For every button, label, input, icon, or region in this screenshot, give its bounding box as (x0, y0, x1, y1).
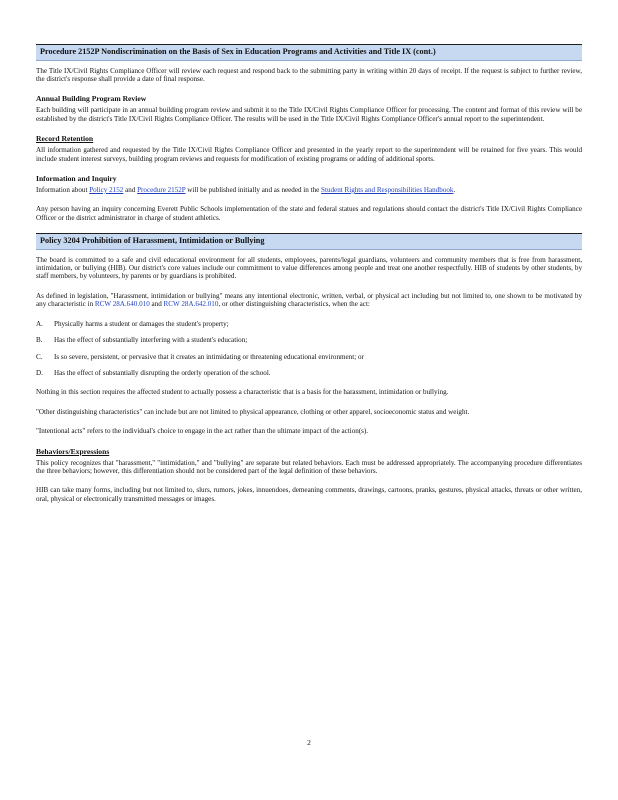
information-inquiry-heading: Information and Inquiry (36, 173, 117, 183)
procedure-2152p-link[interactable]: Procedure 2152P (137, 185, 186, 194)
definition-paragraph (36, 292, 582, 309)
list-item (36, 320, 582, 328)
list-item-label: A. (36, 319, 43, 328)
list-item-label: C. (36, 352, 43, 361)
list-item (36, 336, 582, 344)
student-rights-handbook-link[interactable]: Student Rights and Responsibilities Handbook (321, 185, 454, 194)
board-commitment-paragraph: The board is committed to a safe and civil educational environment for all students, employees, parents/legal guardians, volunteers and community members that is free from harassment, intimidation, or bullying (HIB). Our district's core values include our commitment to value differences among people and treat one another respectfully. HIB of students by other students, by staff members, by volunteers, by parents or by guardians is prohibited. (36, 255, 582, 281)
record-retention-paragraph: All information gathered and requested by the Title IX/Civil Rights Compliance Officer and presented in the yearly report to the superintendent will be retained for five years. This would include student interest surveys, building program reviews and requests for modification of existing programs or adding of additional sports. (36, 146, 582, 163)
hib-forms-paragraph: HIB can take many forms, including but not limited to, slurs, rumors, jokes, innuendoes, demeaning comments, drawings, cartoons, pranks, gestures, physical attacks, threats or other written, oral, physical or electronically transmitted messages or images. (36, 486, 582, 503)
list-item-text: Has the effect of substantially interfering with a student's education; (54, 336, 248, 345)
information-paragraph (36, 186, 582, 194)
info-text-and: and (123, 185, 138, 194)
info-text-start: Information about (36, 185, 90, 194)
list-item-text: Physically harms a student or damages the student's property; (54, 319, 229, 328)
page-number: 2 (307, 738, 311, 747)
review-request-paragraph: The Title IX/Civil Rights Compliance Officer will review each request and respond back to the submitting party in writing within 20 days of receipt. If the request is subject to further review, the district's response shall provide a date of final response. (36, 66, 582, 83)
list-item-label: D. (36, 368, 43, 377)
behaviors-paragraph: This policy recognizes that "harassment," "intimidation," and "bullying" are separate but related behaviors. Each must be addressed appropriately. The accompanying procedure differentiates the three behaviors; however, this differentiation should not be considered part of the legal definition of these behaviors. (36, 458, 582, 475)
policy-3204-header-bar: Policy 3204 Prohibition of Harassment, Intimidation or Bullying (36, 233, 582, 250)
rcw-640-reference[interactable]: RCW 28A.640.010 (94, 300, 150, 309)
info-text-end: . (453, 185, 456, 194)
behaviors-expressions-heading: Behaviors/Expressions (36, 446, 110, 456)
definition-text-end: , or other distinguishing characteristics, when the act: (218, 300, 370, 309)
policy-2152-link[interactable]: Policy 2152 (89, 185, 124, 194)
annual-review-paragraph: Each building will participate in an annual building program review and submit it to the Title IX/Civil Rights Compliance Officer for processing. The content and format of this review will be established by the district's Title IX/Civil Rights Compliance Officer. The results will be used in the Title IX/Civil Rights Compliance Officer's annual report to the superintendent. (36, 106, 582, 123)
other-characteristics-paragraph: "Other distinguishing characteristics" can include but are not limited to physical appearance, clothing or other apparel, socioeconomic status and weight. (36, 407, 470, 416)
annual-review-heading: Annual Building Program Review (36, 94, 147, 104)
definition-text-start: As defined in legislation, "Harassment, intimidation or bullying" means any intentional electronic, written, verbal, or physical act including but not limited to, one shown to be motivated by any characteristic in (36, 291, 582, 309)
inquiry-paragraph: Any person having an inquiry concerning Everett Public Schools implementation of the state and federal statues and regulations should contact the district's Title IX/Civil Rights Compliance Officer or the district administrator in charge of student athletics. (36, 205, 582, 222)
list-item (36, 369, 582, 377)
rcw-642-reference[interactable]: RCW 28A.642.010 (163, 300, 219, 309)
definition-text-and: and (149, 300, 164, 309)
info-text-mid: will be published initially and as needed in the (185, 185, 322, 194)
intentional-acts-paragraph: "Intentional acts" refers to the individual's choice to engage in the act rather than the ultimate impact of the action(s). (36, 427, 369, 436)
record-retention-heading: Record Retention (36, 134, 94, 144)
nothing-requires-paragraph: Nothing in this section requires the affected student to actually possess a characteristic that is a basis for the harassment, intimidation or bullying. (36, 388, 449, 397)
list-item-text: Has the effect of substantially disrupting the orderly operation of the school. (54, 368, 271, 377)
procedure-2152p-header-bar: Procedure 2152P Nondiscrimination on the Basis of Sex in Education Programs and Activities and Title IX (cont.) (36, 44, 582, 61)
document-page (36, 44, 582, 514)
list-item (36, 353, 582, 361)
list-item-text: Is so severe, persistent, or pervasive that it creates an intimidating or threatening educational environment; or (54, 352, 364, 361)
list-item-label: B. (36, 336, 43, 345)
